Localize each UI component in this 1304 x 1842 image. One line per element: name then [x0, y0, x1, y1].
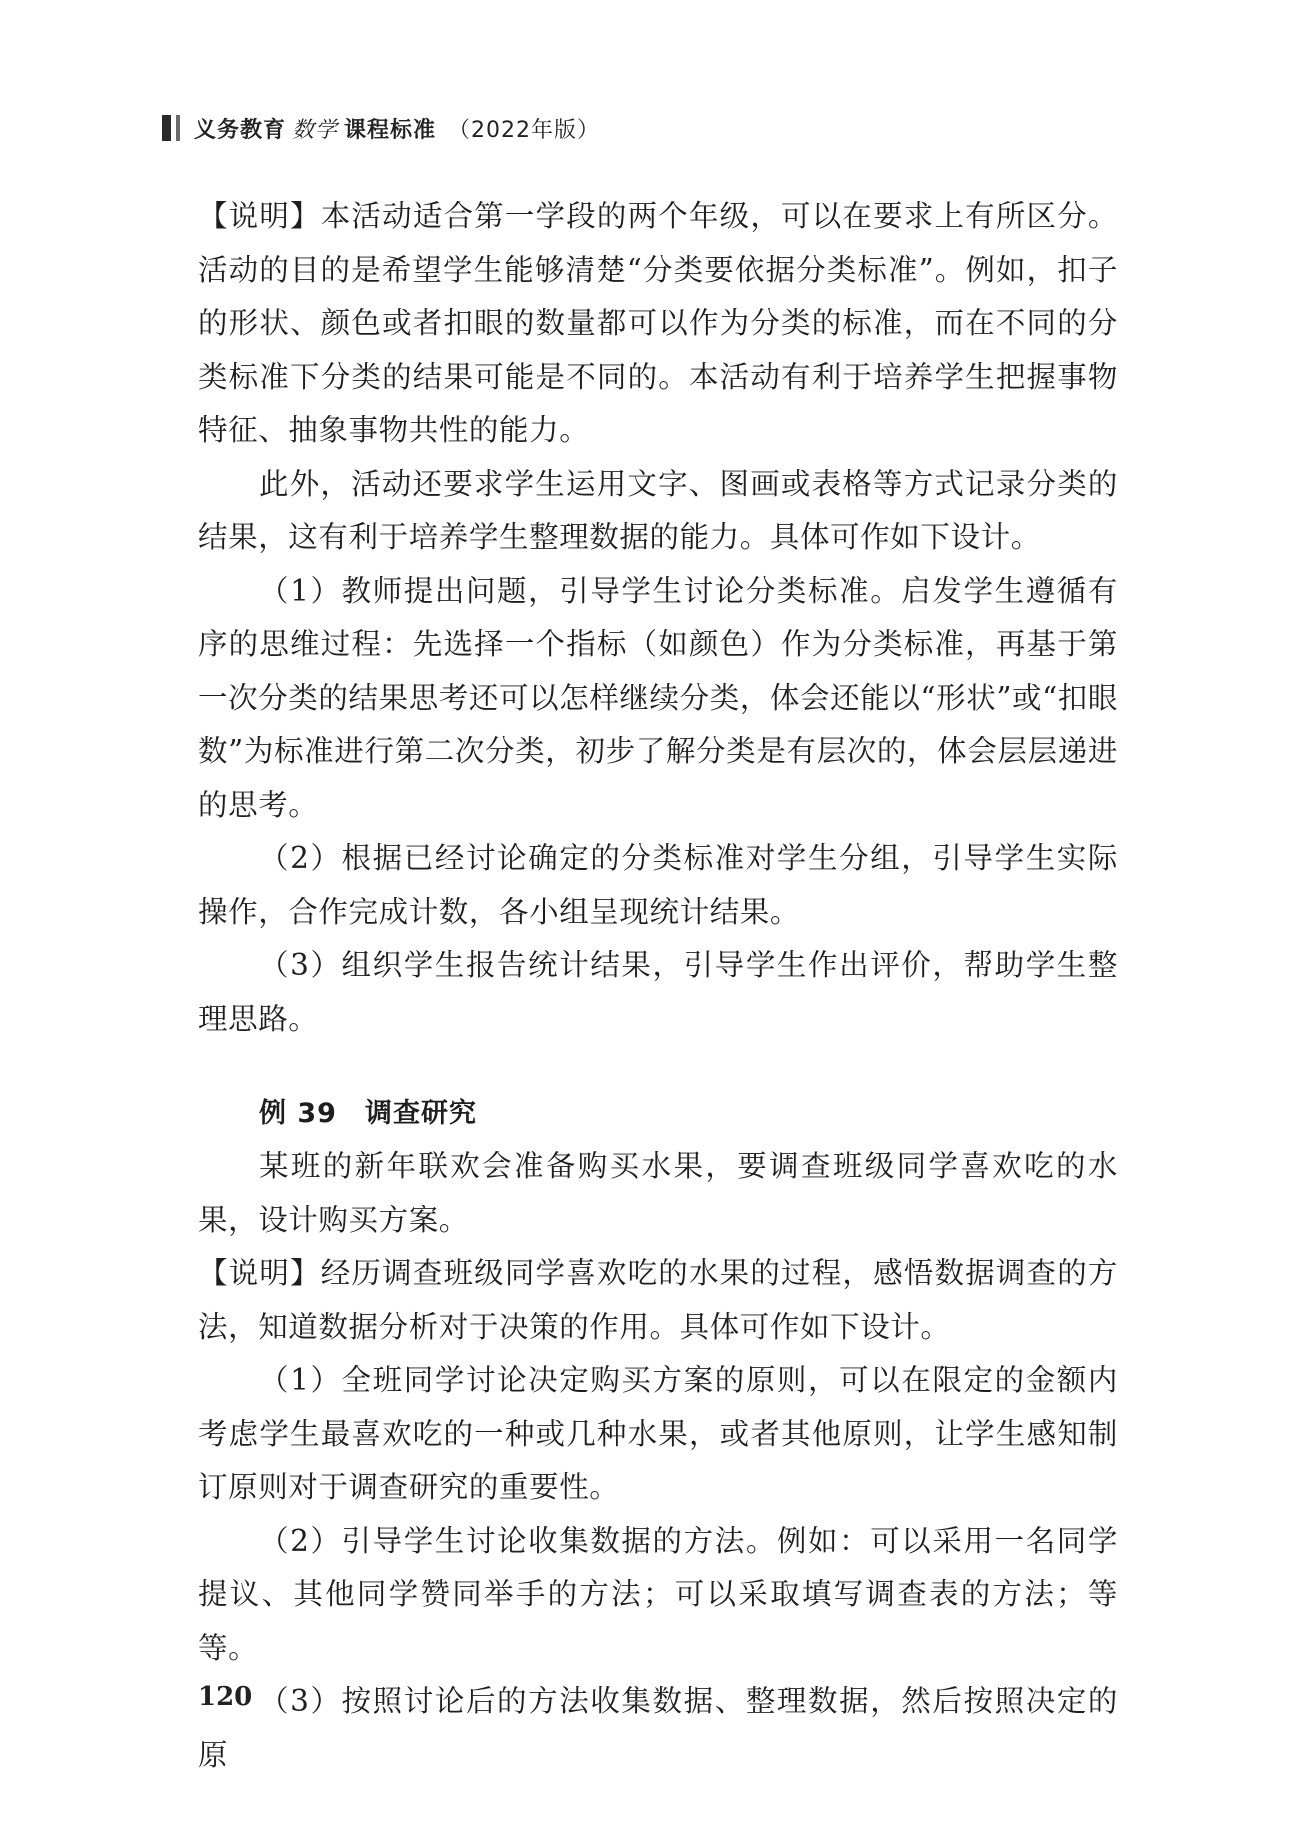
page-body [198, 190, 1118, 1782]
paragraph-example-step-3: （3）按照讨论后的方法收集数据、整理数据，然后按照决定的原 [198, 1684, 1118, 1772]
paragraph-explanation-2: 【说明】经历调查班级同学喜欢吃的水果的过程，感悟数据调查的方法，知道数据分析对于决策的作用。具体可作如下设计。 [198, 1256, 1118, 1344]
paragraph-step-2: （2）根据已经讨论确定的分类标准对学生分组，引导学生实际操作，合作完成计数，各小组呈现统计结果。 [198, 841, 1118, 929]
paragraph-example-intro: 某班的新年联欢会准备购买水果，要调查班级同学喜欢吃的水果，设计购买方案。 [198, 1149, 1118, 1237]
paragraph-step-1: （1）教师提出问题，引导学生讨论分类标准。启发学生遵循有序的思维过程：先选择一个指标（如颜色）作为分类标准，再基于第一次分类的结果思考还可以怎样继续分类，体会还能以“形状”或“扣眼数”为标准进行第二次分类，初步了解分类是有层次的，体会层层递进的思考。 [198, 573, 1118, 822]
header-bars-icon [162, 115, 180, 141]
book-title [194, 113, 600, 144]
paragraph-explanation-1: 【说明】本活动适合第一学段的两个年级，可以在要求上有所区分。活动的目的是希望学生能够清楚“分类要依据分类标准”。例如，扣子的形状、颜色或者扣眼的数量都可以作为分类的标准，而在不同的分类标准下分类的结果可能是不同的。本活动有利于培养学生把握事物特征、抽象事物共性的能力。 [198, 199, 1118, 447]
book-edition: （2022年版） [448, 117, 601, 143]
section-gap [198, 1046, 1118, 1087]
paragraph-example-step-1: （1）全班同学讨论决定购买方案的原则，可以在限定的金额内考虑学生最喜欢吃的一种或几种水果，或者其他原则，让学生感知制订原则对于调查研究的重要性。 [198, 1363, 1118, 1504]
paragraph-additional: 此外，活动还要求学生运用文字、图画或表格等方式记录分类的结果，这有利于培养学生整理数据的能力。具体可作如下设计。 [198, 466, 1118, 554]
paragraph-step-3: （3）组织学生报告统计结果，引导学生作出评价，帮助学生整理思路。 [198, 948, 1118, 1036]
example-heading: 例 39 调查研究 [259, 1098, 477, 1129]
running-head [162, 108, 600, 148]
paragraph-example-step-2: （2）引导学生讨论收集数据的方法。例如：可以采用一名同学提议、其他同学赞同举手的方法；可以采取填写调查表的方法；等等。 [198, 1523, 1118, 1665]
book-title-part3: 课程标准 [344, 117, 437, 143]
book-title-part1: 义务教育 [194, 117, 287, 143]
book-title-subject: 数学 [292, 117, 339, 143]
page-number: 120 [198, 1682, 253, 1712]
